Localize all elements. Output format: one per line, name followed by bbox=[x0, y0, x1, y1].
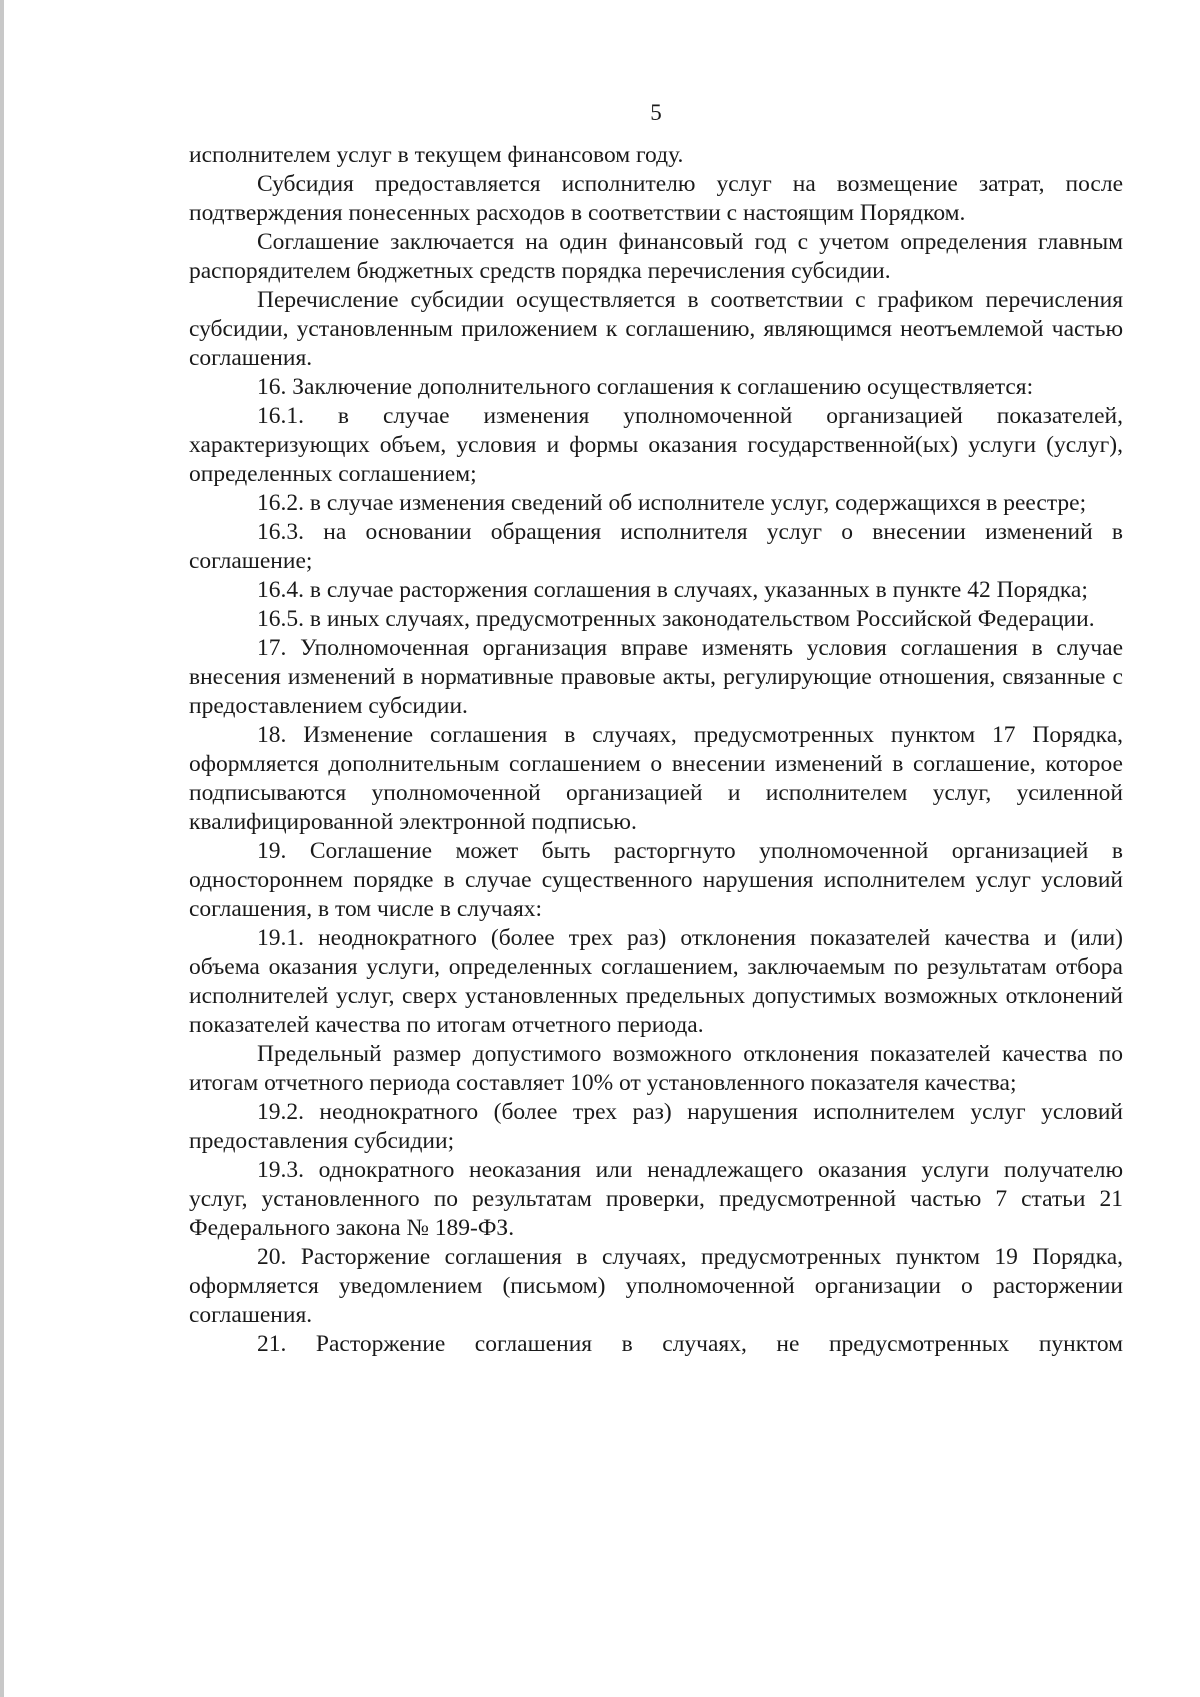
paragraph-clause-16: 16. Заключение дополнительного соглашения к соглашению осуществляется: bbox=[257, 374, 1034, 400]
paragraph-clause-16-1: 16.1. в случае изменения уполномоченной организацией показателей, характеризующих объем, условия и формы оказания государственной(ых) услуги (услуг), определенных соглашением; bbox=[189, 403, 1123, 487]
paragraph-clause-20: 20. Расторжение соглашения в случаях, предусмотренных пунктом 19 Порядка, оформляется уведомлением (письмом) уполномоченной организации о расторжении соглашения. bbox=[189, 1244, 1123, 1328]
paragraph-clause-18: 18. Изменение соглашения в случаях, предусмотренных пунктом 17 Порядка, оформляется дополнительным соглашением о внесении изменений в соглашение, которое подписываются уполномоченной организацией и исполнителем услуг, усиленной квалифицированной электронной подписью. bbox=[189, 722, 1123, 835]
paragraph-clause-19-2: 19.2. неоднократного (более трех раз) нарушения исполнителем услуг условий предоставления субсидии; bbox=[189, 1099, 1123, 1154]
paragraph-clause-16-3: 16.3. на основании обращения исполнителя услуг о внесении изменений в соглашение; bbox=[189, 519, 1123, 574]
paragraph-clause-16-5: 16.5. в иных случаях, предусмотренных законодательством Российской Федерации. bbox=[257, 606, 1095, 632]
paragraph-subsidy-transfer: Перечисление субсидии осуществляется в соответствии с графиком перечисления субсидии, установленным приложением к соглашению, являющимся неотъемлемой частью соглашения. bbox=[189, 287, 1123, 371]
document-body bbox=[189, 141, 1123, 1359]
page-number: 5 bbox=[650, 100, 662, 125]
paragraph-agreement-term: Соглашение заключается на один финансовый год с учетом определения главным распорядителем бюджетных средств порядка перечисления субсидии. bbox=[189, 229, 1123, 284]
paragraph-subsidy-provision: Субсидия предоставляется исполнителю услуг на возмещение затрат, после подтверждения понесенных расходов в соответствии с настоящим Порядком. bbox=[189, 171, 1123, 226]
paragraph-clause-19-1: 19.1. неоднократного (более трех раз) отклонения показателей качества и (или) объема оказания услуги, определенных соглашением, заключаемым по результатам отбора исполнителей услуг, сверх установленных предельных допустимых возможных отклонений показателей качества по итогам отчетного периода. bbox=[189, 925, 1123, 1038]
paragraph-clause-16-4: 16.4. в случае расторжения соглашения в случаях, указанных в пункте 42 Порядка; bbox=[257, 577, 1088, 603]
paragraph-clause-19-3: 19.3. однократного неоказания или ненадлежащего оказания услуги получателю услуг, установленного по результатам проверки, предусмотренной частью 7 статьи 21 Федерального закона № 189-ФЗ. bbox=[189, 1157, 1123, 1241]
paragraph-clause-21: 21. Расторжение соглашения в случаях, не предусмотренных пунктом bbox=[257, 1331, 1123, 1357]
paragraph-clause-16-2: 16.2. в случае изменения сведений об исполнителе услуг, содержащихся в реестре; bbox=[257, 490, 1087, 516]
paragraph-clause-17: 17. Уполномоченная организация вправе изменять условия соглашения в случае внесения изменений в нормативные правовые акты, регулирующие отношения, связанные с предоставлением субсидии. bbox=[189, 635, 1123, 719]
scan-edge bbox=[0, 0, 4, 1697]
paragraph-deviation-limit: Предельный размер допустимого возможного отклонения показателей качества по итогам отчетного периода составляет 10% от установленного показателя качества; bbox=[189, 1041, 1123, 1096]
paragraph-continuation: исполнителем услуг в текущем финансовом году. bbox=[189, 142, 684, 168]
paragraph-clause-19: 19. Соглашение может быть расторгнуто уполномоченной организацией в одностороннем порядке в случае существенного нарушения исполнителем услуг условий соглашения, в том числе в случаях: bbox=[189, 838, 1123, 922]
